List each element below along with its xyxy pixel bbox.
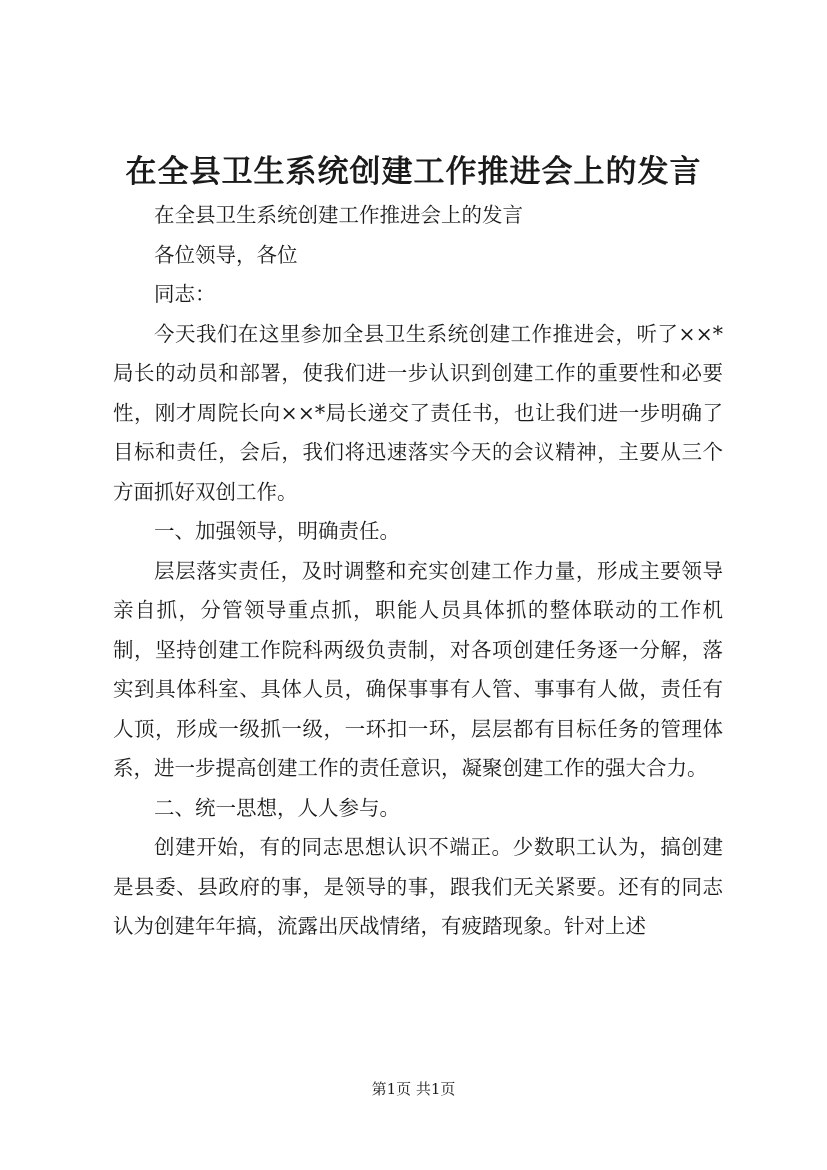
paragraph: 在全县卫生系统创建工作推进会上的发言 — [154, 203, 523, 227]
paragraph: 创建开始，有的同志思想认识不端正。少数职工认为，搞创建是县委、县政府的事，是领导的事，跟我们无关紧要。还有的同志认为创建年年搞，流露出厌战情绪，有疲踏现象。针对上述 — [113, 835, 723, 938]
paragraph: 同志： — [154, 282, 216, 306]
paragraph: 层层落实责任，及时调整和充实创建工作力量，形成主要领导亲自抓，分管领导重点抓，职能人员具体抓的整体联动的工作机制，坚持创建工作院科两级负责制，对各项创建任务逐一分解，落实到具体科室、具体人员，确保事事有人管、事事有人做，责任有人顶，形成一级抓一级，一环扣一环，层层都有目标任务的管理体系，进一步提高创建工作的责任意识，凝聚创建工作的强大合力。 — [113, 558, 723, 780]
section-heading: 二、统一思想，人人参与。 — [154, 795, 400, 820]
section-heading: 一、加强领导，明确责任。 — [154, 519, 400, 543]
page-footer: 第1页 共1页 — [371, 1080, 456, 1098]
document-body — [113, 196, 723, 947]
paragraph: 今天我们在这里参加全县卫生系统创建工作推进会，听了××*局长的动员和部署，使我们进一步认识到创建工作的重要性和必要性，刚才周院长向××*局长递交了责任书，也让我们进一步明确了目标和责任，会后，我们将迅速落实今天的会议精神，主要从三个方面抓好双创工作。 — [113, 321, 723, 504]
document-title: 在全县卫生系统创建工作推进会上的发言 — [125, 154, 702, 190]
paragraph: 各位领导，各位 — [154, 242, 298, 267]
